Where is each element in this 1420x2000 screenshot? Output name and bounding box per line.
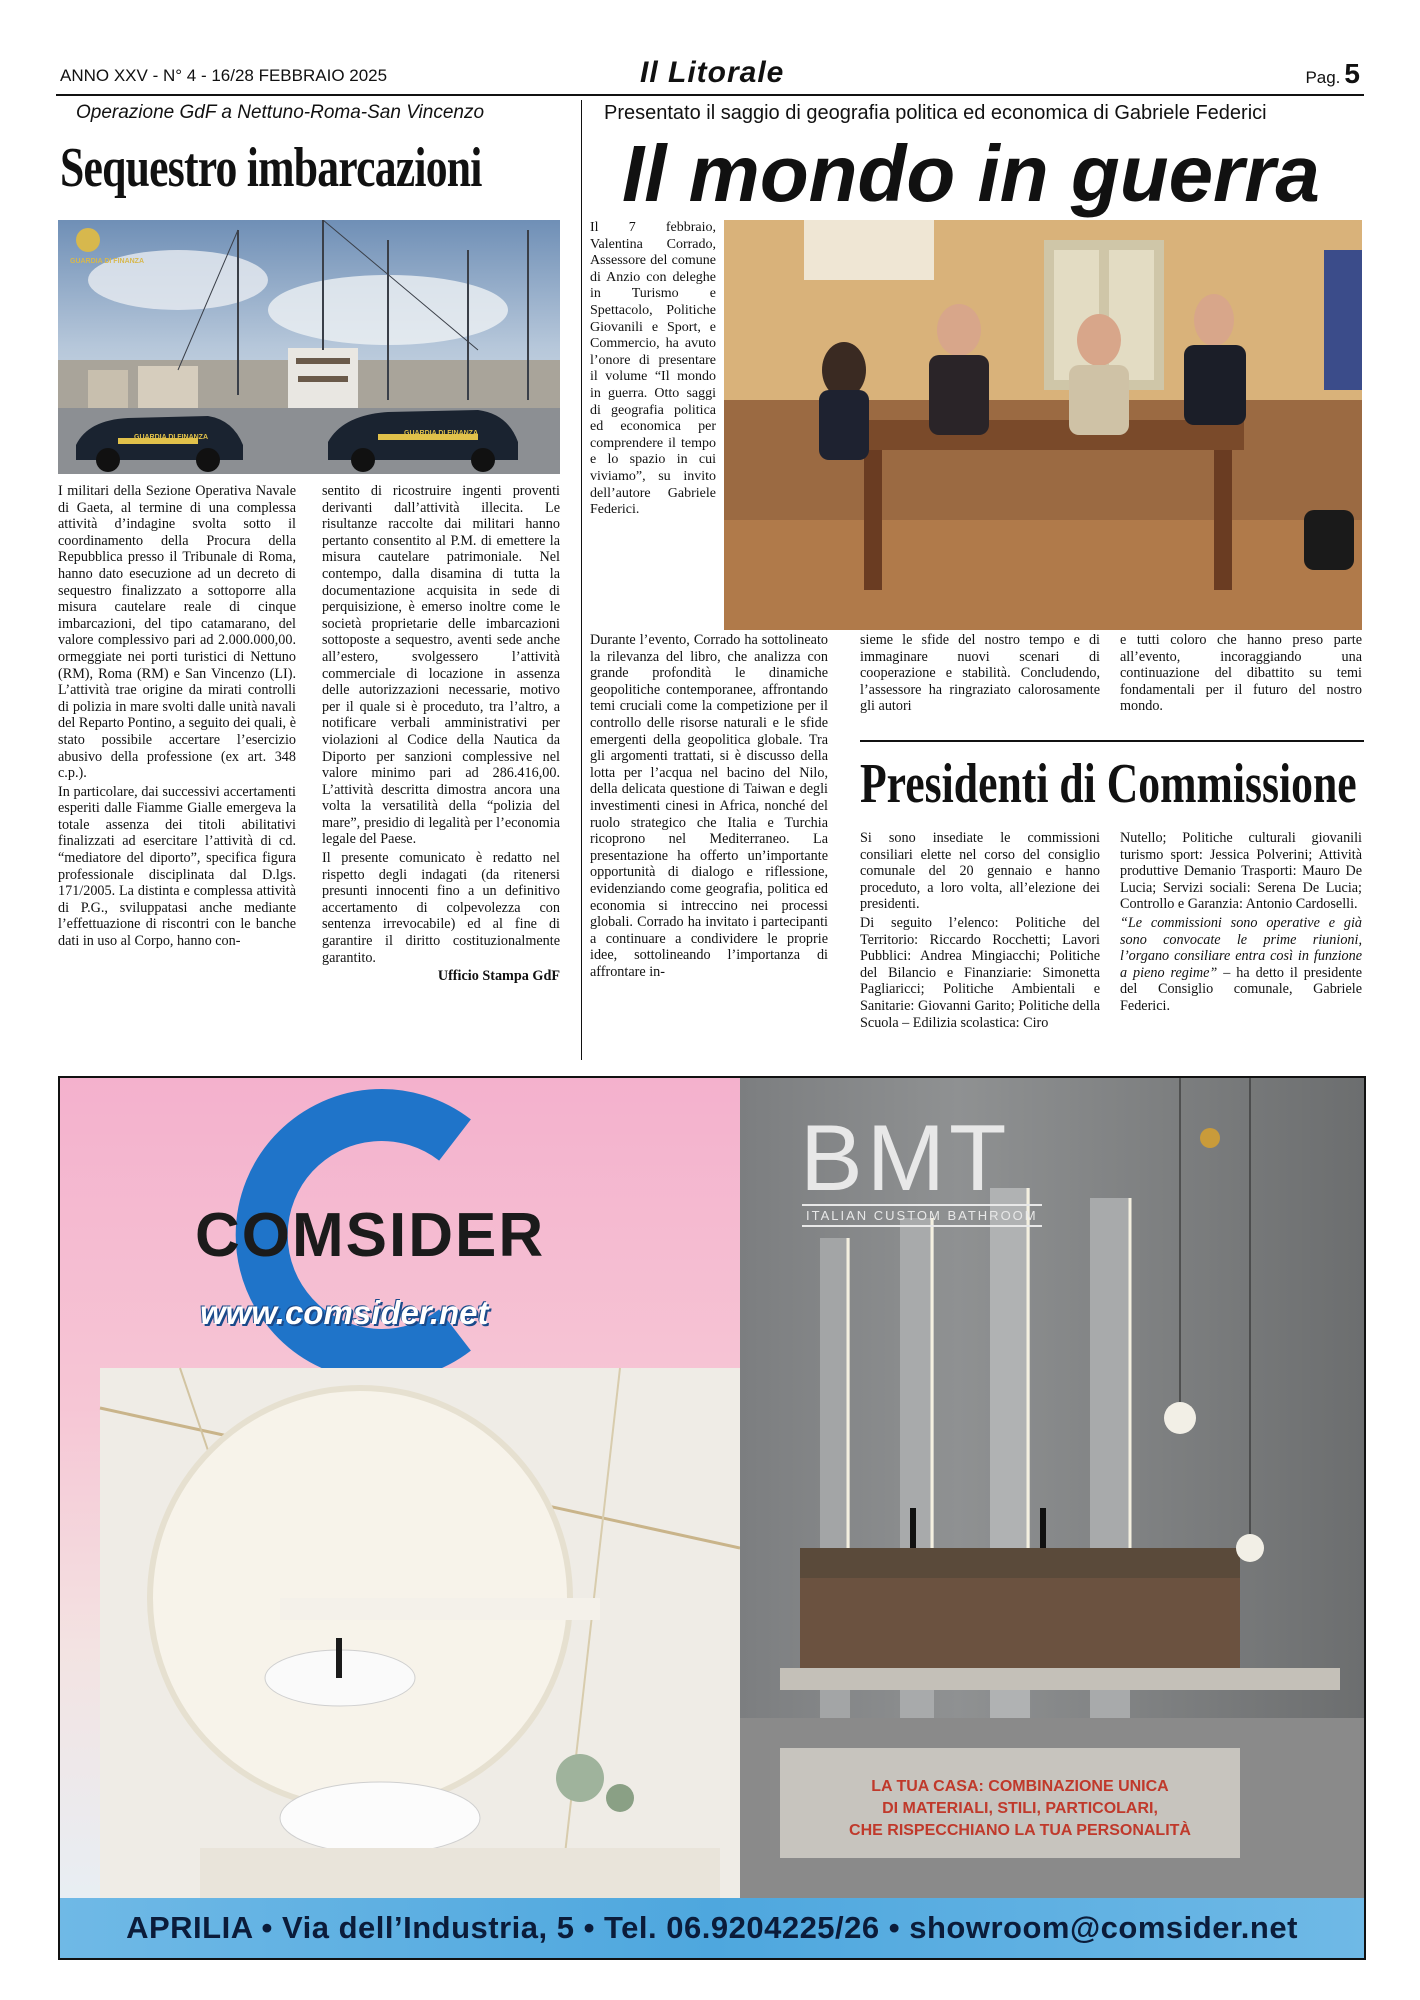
page-number-label	[1305, 58, 1360, 90]
page-number: 5	[1344, 58, 1360, 89]
advertisement[interactable]	[58, 1076, 1366, 1960]
article3-quote: “Le commissioni sono operative e già sono convocate le prime riunioni, l’organo consiliare entra così in funzione a pieno regime”	[1120, 914, 1362, 981]
bmt-logo-text: BMT	[800, 1105, 1011, 1210]
masthead: Il Litorale	[640, 56, 785, 89]
issue-info: ANNO XXV - N° 4 - 16/28 FEBBRAIO 2025	[60, 66, 388, 85]
article2-photo	[724, 220, 1362, 630]
article2-column-narrow	[590, 220, 716, 521]
article2-paragraph-3: sieme le sfide del nostro tempo e di immaginare nuovi scenari di cooperazione e stabilità. Concludendo, l’assessore ha ringraziato calorosamente gli autori	[860, 632, 1100, 715]
article3-quote-tail: – ha detto il presidente del Consiglio comunale, Gabriele Federici.	[1120, 964, 1363, 1014]
bmt-tagline	[810, 1776, 1230, 1842]
article2-paragraph-4: e tutti coloro che hanno preso parte all’evento, incoraggiando una continuazione del dibattito su temi fondamentali per il futuro del nostro mondo.	[1120, 632, 1362, 715]
comsider-url[interactable]: www.comsider.net	[200, 1294, 489, 1331]
car-label-2: GUARDIA DI FINANZA	[404, 430, 479, 437]
header-rule	[56, 94, 1364, 96]
article2-title: Il mondo in guerra	[622, 129, 1320, 218]
article1-paragraph-4: Il presente comunicato è redatto nel rispetto degli indagati (da ritenersi presunti innocenti fino a un definitivo accertamento di colpevolezza con sentenza irrevocabile) ed al fine di garantire il diritto costituzionalmente garantito.	[322, 850, 560, 966]
article3-paragraph-3: Nutello; Politiche culturali giovanili turismo sport: Jessica Polverini; Attività produttive Demanio Trasporti: Mauro De Lucia; Servizi sociali: Serena De Lucia; Controllo e Garanzia: Antonio Cardoselli.	[1120, 830, 1362, 913]
article1-column-1	[58, 483, 296, 952]
article2-column-1	[590, 632, 828, 982]
article1-paragraph-3: sentito di ricostruire ingenti proventi derivanti dall’attività illecita. Le risultanze raccolte dai militari hanno pertanto consentito al P.M. di emettere la misura cautelare patrimoniale. Nel contempo, dalla disamina di tutta la documentazione acquisita in sede di perquisizione, è emerso inoltre come le società proprietarie delle imbarcazioni sottoposte a sequestro, aventi sede anche all’estero, svolgessero l’attività commerciale di locazione in assenza delle autorizzazioni necessarie, motivo per il quale si è proceduto, tra l’altro, a notificare verbali amministrativi per violazioni al Codice della Nautica da Diporto per sanzioni complessive nel valore minimo pari ad 286.416,00. L’attività descritta dimostra ancora una volta la versatilità della “polizia del mare”, presidio di legalità per l’economia legale del Paese.	[322, 483, 560, 848]
bmt-panel	[740, 1078, 1364, 1898]
article3-column-1	[860, 830, 1100, 1033]
event-photo	[724, 220, 1362, 630]
article1-paragraph-1: I militari della Sezione Operativa Navale di Gaeta, al termine di una complessa attività d’indagine svolta sotto il coordinamento della Procura della Repubblica presso il Tribunale di Roma, hanno dato esecuzione ad un decreto di sequestro finalizzato a sottoporre alla misura cautelare reale di cinque imbarcazioni, del tipo catamarano, del valore complessivo pari ad 2.000.000,00. ormeggiate nei porti turistici di Nettuno (RM), Roma (RM) e San Vincenzo (LI). L’attività trae origine da mirati controlli di polizia in mare svolti dalle unità navali del Reparto Pontino, a seguito dei quali, è stato possibile accertare l’esercizio abusivo della professione (ex art. 348 c.p.).	[58, 483, 296, 782]
photo-logo-text: GUARDIA DI FINANZA	[70, 258, 145, 265]
tagline-line-3: CHE RISPECCHIANO LA TUA PERSONALITÀ	[849, 1822, 1191, 1839]
tagline-line-1: LA TUA CASA: COMBINAZIONE UNICA	[871, 1778, 1169, 1795]
article2-column-2	[860, 632, 1100, 717]
page-label: Pag.	[1305, 68, 1341, 87]
article1-kicker: Operazione GdF a Nettuno-Roma-San Vincenzo	[76, 102, 485, 123]
article1-column-2	[322, 483, 560, 987]
article1-signature: Ufficio Stampa GdF	[437, 968, 560, 985]
comsider-logo-text: COMSIDER	[195, 1201, 546, 1270]
article3-paragraph-1: Si sono insediate le commissioni consiliari elette nel corso del consiglio comunale del 20 gennaio e hanno proceduto, a loro volta, all’elezione dei presidenti.	[860, 830, 1100, 913]
column-divider	[581, 100, 582, 1060]
article2-paragraph-1: Il 7 febbraio, Valentina Corrado, Assessore del comune di Anzio con deleghe in Turismo e Spettacolo, Politiche Giovanili e Sport, e Commercio, ha avuto l’onore di presentare il volume “Il mondo in guerra. Otto saggi di geografia politica ed economica per comprendere il tempo e lo spazio in cui viviamo”, su invito dell’autore Gabriele Federici.	[590, 220, 716, 518]
article1-photo	[58, 220, 560, 474]
bmt-subtitle: ITALIAN CUSTOM BATHROOM	[802, 1204, 1042, 1227]
article3-paragraph-4	[1120, 915, 1362, 1015]
article3-paragraph-2: Di seguito l’elenco: Politiche del Territorio: Riccardo Rocchetti; Lavori Pubblici: Andrea Mingiacchi; Politiche del Bilancio e Finanziarie: Simonetta Pagliaricci; Politiche Ambientali e Sanitarie: Giovanni Garito; Politiche della Scuola – Edilizia scolastica: Ciro	[860, 914, 1100, 1031]
article2-paragraph-2: Durante l’evento, Corrado ha sottolineato la rilevanza del libro, che analizza con grande profondità le dinamiche geopolitiche contemporanee, affrontando temi cruciali come la competizione per il controllo delle risorse naturali e le sfide emergenti della geopolitica globale. Tra gli argomenti trattati, si è discusso della lotta per l’acqua nel bacino del Nilo, della delicata questione di Taiwan e degli investimenti cinesi in Africa, nonché del ruolo strategico che Italia e Turchia ricoprono nel Mediterraneo. La presentazione ha offerto un’importante opportunità di dialogo e riflessione, evidenziando come geografia, politica ed economia si intreccino nei processi globali. Corrado ha invitato i partecipanti a continuare a condividere le proprie idee, sottolineando l’importanza di affrontare in-	[590, 632, 828, 980]
tagline-line-2: DI MATERIALI, STILI, PARTICOLARI,	[882, 1800, 1158, 1817]
ad-contact-strip[interactable]: APRILIA • Via dell’Industria, 5 • Tel. 06.9204225/26 • showroom@comsider.net	[60, 1898, 1364, 1958]
article2-column-3	[1120, 632, 1362, 717]
article3-column-2	[1120, 830, 1362, 1017]
article3-title: Presidenti di Commissione	[860, 753, 1357, 815]
car-label-1: GUARDIA DI FINANZA	[134, 434, 209, 441]
article1-title: Sequestro imbarcazioni	[60, 137, 482, 199]
article1-paragraph-2: In particolare, dai successivi accertamenti esperiti dalle Fiamme Gialle emergeva la totale assenza dei titoli abilitativi finalizzati ad esercitare l’attività di cd. “mediatore del diporto”, specifica figura professionale disciplinata dal D.lgs. 171/2005. La distinta e complessa attività di P.G., sviluppatasi anche mediante l’effettuazione di riscontri con le banche dati in uso al Corpo, hanno con-	[58, 783, 296, 950]
comsider-panel	[60, 1078, 740, 1898]
article2-kicker: Presentato il saggio di geografia politica ed economica di Gabriele Federici	[604, 102, 1267, 124]
section-rule	[860, 740, 1364, 742]
